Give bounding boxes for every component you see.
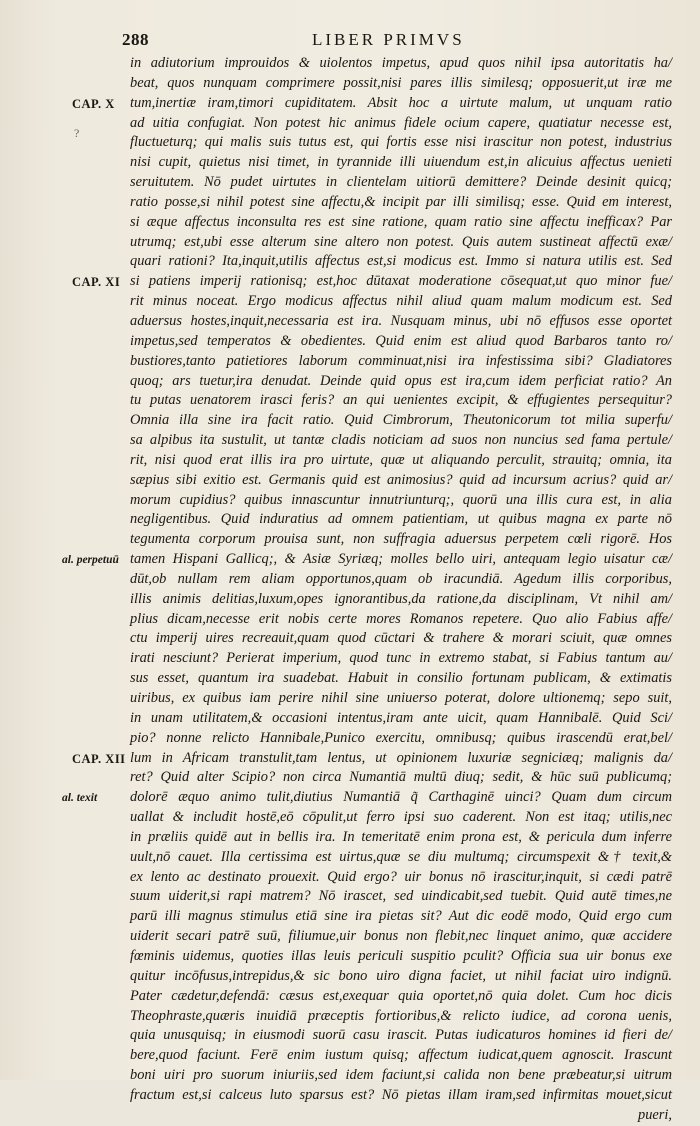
text-line: ad uitia confugiat. Non potest hic animus fidele ocium capere, quatiatur necesse est,: [130, 114, 672, 131]
text-line: dūt,ob nullam rem aliam opportunos,quam ob iracundiā. Agedum illis corporibus,: [130, 570, 672, 587]
text-line: illis animis delitias,luxum,opes ignorantibus,da ratione,da disciplinam, Vt nihil am/: [130, 590, 672, 607]
text-line: Omnia illa sine ira facit ratio. Quid Cimbrorum, Theutonicorum tot milia superfu/: [130, 412, 672, 429]
text-line: beat, quos nunquam comprimere possit,nisi pares illis similesq; opposuerit,ut iræ me: [130, 74, 672, 91]
text-line: fractum est,si calceus luto sparsus est? Nō pietas illam iram,sed infirmitas mouet,sicut: [130, 1086, 672, 1103]
text-line: ex lento ac destinato prouexit. Quid ergo? uir bonus nō irascitur,inquit, si cædi patrē: [130, 868, 672, 885]
text-line: impetus,sed temperatos & obedientes. Quid enim est aliud quod Barbaros tanto ro/: [130, 332, 672, 349]
text-line: quari rationi? Ita,inquit,utilis affectus est,si modicus est. Immo si natura utilis est. Sed: [130, 253, 672, 270]
text-line: morum cupidius? quibus innascuntur innutriunturq;, quorū una illis cura est, in alia: [130, 491, 672, 508]
text-line: in adiutorium improuidos & uiolentos impetus, apud quos nihil ipsa autoritatis ha/: [130, 55, 672, 71]
margin-gloss-texit: al. texit: [62, 792, 98, 805]
text-line: tegumenta corporum prouisa sunt, non suffragia aduersus perpetem cœli rigorē. Hos: [130, 531, 672, 548]
page-number: 288: [122, 30, 149, 49]
text-line: sa alpibus ita sustulit, ut tantæ cladis noticiam ad suos non nuncius sed fama pertule/: [130, 432, 672, 449]
text-line: utrumq; est,ubi esse alterum sine altero non potest. Quis autem sustineat affectū exæ/: [130, 233, 672, 250]
text-line: boni uiri pro suorum iniuriis,sed idem faciunt,si calida non bene præbeatur,si uitrum: [130, 1067, 672, 1084]
text-line: tu putas uenatorem irasci feris? an qui uenientes excipit, & effugientes persequitur?: [130, 392, 672, 409]
text-line: uallat & includit hostē,eō cōpulit,ut ferro ipsi suo caderent. Non est itaq; utilis,nec: [130, 809, 672, 826]
text-line: pio? nonne relicto Hannibale,Punico exercitu, omnibusq; quibus irascendū erat,bel/: [130, 729, 672, 746]
text-line: parū illi magnus stimulus etiā sine ira pietas sit? Aut dic eodē modo, Quid ergo cum: [130, 908, 672, 925]
chapter-label-cap-xi: CAP. XI: [72, 275, 121, 290]
text-line: nisi cupit, quietus nisi timet, in tyrannide illi uiuendum est,in alicuius affectus uenieti: [130, 154, 672, 171]
text-line: tamen Hispani Gallicq;, & Asiæ Syriæq; molles bello uiri, antequam legio uisatur cæ/: [130, 551, 672, 568]
text-line: ratio posse,si nihil potest sine affectu,& incipit par illi similisq; esse. Quid em interest,: [130, 193, 672, 210]
text-line: si æque affectus inconsulta res est sine ratione, quam ratio sine affectu inefficax? Par: [130, 213, 672, 230]
text-line: lum in Africam transtulit,tam lentus, ut opinionem luxuriæ segniciæq; malignis da/: [130, 749, 672, 766]
text-line: pueri,: [638, 1106, 672, 1123]
text-line: uiribus, ex quibus iam perire nihil sine uniuerso poterat, dolore ultionemq; sepo suit,: [130, 690, 672, 706]
text-line: dolorē æquo animo tulit,diutius Numantiā q̃ Carthaginē uinci? Quam dum circum: [130, 789, 672, 806]
text-line: rit, nisi quod erat illis ira pro uirtute, quæ ut aliquando perculit, strauitq; omnia, ita: [130, 451, 672, 468]
text-line: ret? Quid alter Scipio? non circa Numantiā multū diuq; sedit, & hūc suū publicumq;: [130, 769, 672, 786]
text-line: ctu imperij uires recreauit,quam quod cūctari & trahere & morari sciuit, quæ omnes: [130, 630, 672, 647]
stray-margin-mark: ?: [74, 126, 80, 140]
margin-gloss-perpetuu: al. perpetuū: [62, 554, 119, 567]
text-line: uult,nō cauet. Illa certissima est uirtus,quæ se diu multumq; circumspexit &† texit,&: [130, 848, 672, 865]
chapter-label-cap-x: CAP. X: [72, 96, 115, 111]
text-line: sæpius sibi exitio est. Germanis quid est animosius? quid ad incursum acrius? quid ar/: [130, 471, 672, 488]
chapter-label-cap-xii: CAP. XII: [72, 751, 126, 766]
text-line: quitur incōfusus,intrepidus,& sic bono uiro digna faciet, ut nihil faciat uiro indignū.: [130, 967, 672, 984]
text-line: bere,quod faciunt. Ferē enim iustum quisq; affectum iudicat,quem agnoscit. Irascunt: [130, 1047, 672, 1064]
text-line: negligentibus. Quid induratius ad omnem patientiam, ut quibus magna ex parte nō: [130, 511, 672, 528]
text-line: rit minus noceat. Ergo modicus affectus nihil aliud quam malum modicum est. Sed: [130, 293, 672, 310]
text-line: fluctueturq; qui malis suis tutus est, qui fortis esse nisi irascitur non potest, industrius: [130, 134, 672, 151]
text-line: plius dicam,necesse erit nobis certe mores Romanos repetere. Quo alio Fabius affe/: [130, 610, 672, 627]
text-line: fœminis uidemus, quoties illas leuis periculi suspitio pculit? Officia sua uir bonus exe: [130, 947, 672, 964]
body-text: [130, 54, 672, 1126]
text-line: quoq; ars tuetur,ira denudat. Deinde quid opus est ira,cum idem perficiat ratio? An: [130, 372, 672, 389]
text-line: sus esset, quantum ira suadebat. Habuit in consilio fortunam publicam, & extimatis: [130, 670, 672, 687]
text-line: irati nesciunt? Perierat imperium, quod tunc in extremo stabat, si Fabius tantum au/: [130, 650, 672, 667]
text-line: tum,inertiæ iram,timori cupiditatem. Absit hoc a uirtute malum, ut unquam ratio: [130, 94, 672, 111]
text-line: suum uiderit,si rapi matrem? Nō irascet, sed uindicabit,sed tuebit. Quid autē times,ne: [130, 888, 672, 905]
text-line: uiderit secari patrē suū, filiumue,uir bonus non flebit,nec linquet animo, quæ accidere: [130, 928, 672, 945]
text-line: Theophraste,quæris inuidiā præceptis fortioribus,& relicto iudice, ad corona uenis,: [130, 1007, 672, 1024]
text-line: Pater cædetur,defendā: cæsus est,exequar quia oportet,nō quia dolet. Cum hoc dicis: [130, 987, 672, 1004]
text-line: seruitutem. Nō pudet uirtutes in clientelam uitiorū demittere? Deinde desinit quicq;: [130, 174, 672, 191]
page-header: [0, 30, 700, 52]
text-line: quia unusquisq; in eiusmodi suorū casu irascit. Putas iudicaturos homines id fieri de/: [130, 1027, 672, 1044]
running-head: LIBER PRIMVS: [312, 30, 465, 49]
margin-notes: [0, 54, 130, 1054]
text-line: si patiens imperij rationisq; est,hoc dūtaxat moderatione cōsequat,ut quo minor fue/: [130, 273, 672, 290]
text-line: in unam utilitatem,& occasioni intentus,iram ante uicit, quam Hannibalē. Quid Sci/: [130, 709, 672, 726]
text-line: aduersus hostes,inquit,necessaria est ira. Nusquam minus, ubi nō effusos esse oportet: [130, 312, 672, 329]
text-line: bustiores,tanto patietiores laborum comminuat,nisi ira infestissima sibi? Gladiatores: [130, 352, 672, 369]
text-line: in præliis quidē aut in bellis ira. In temeritatē enim prona est, & pericula dum inferre: [130, 828, 672, 845]
